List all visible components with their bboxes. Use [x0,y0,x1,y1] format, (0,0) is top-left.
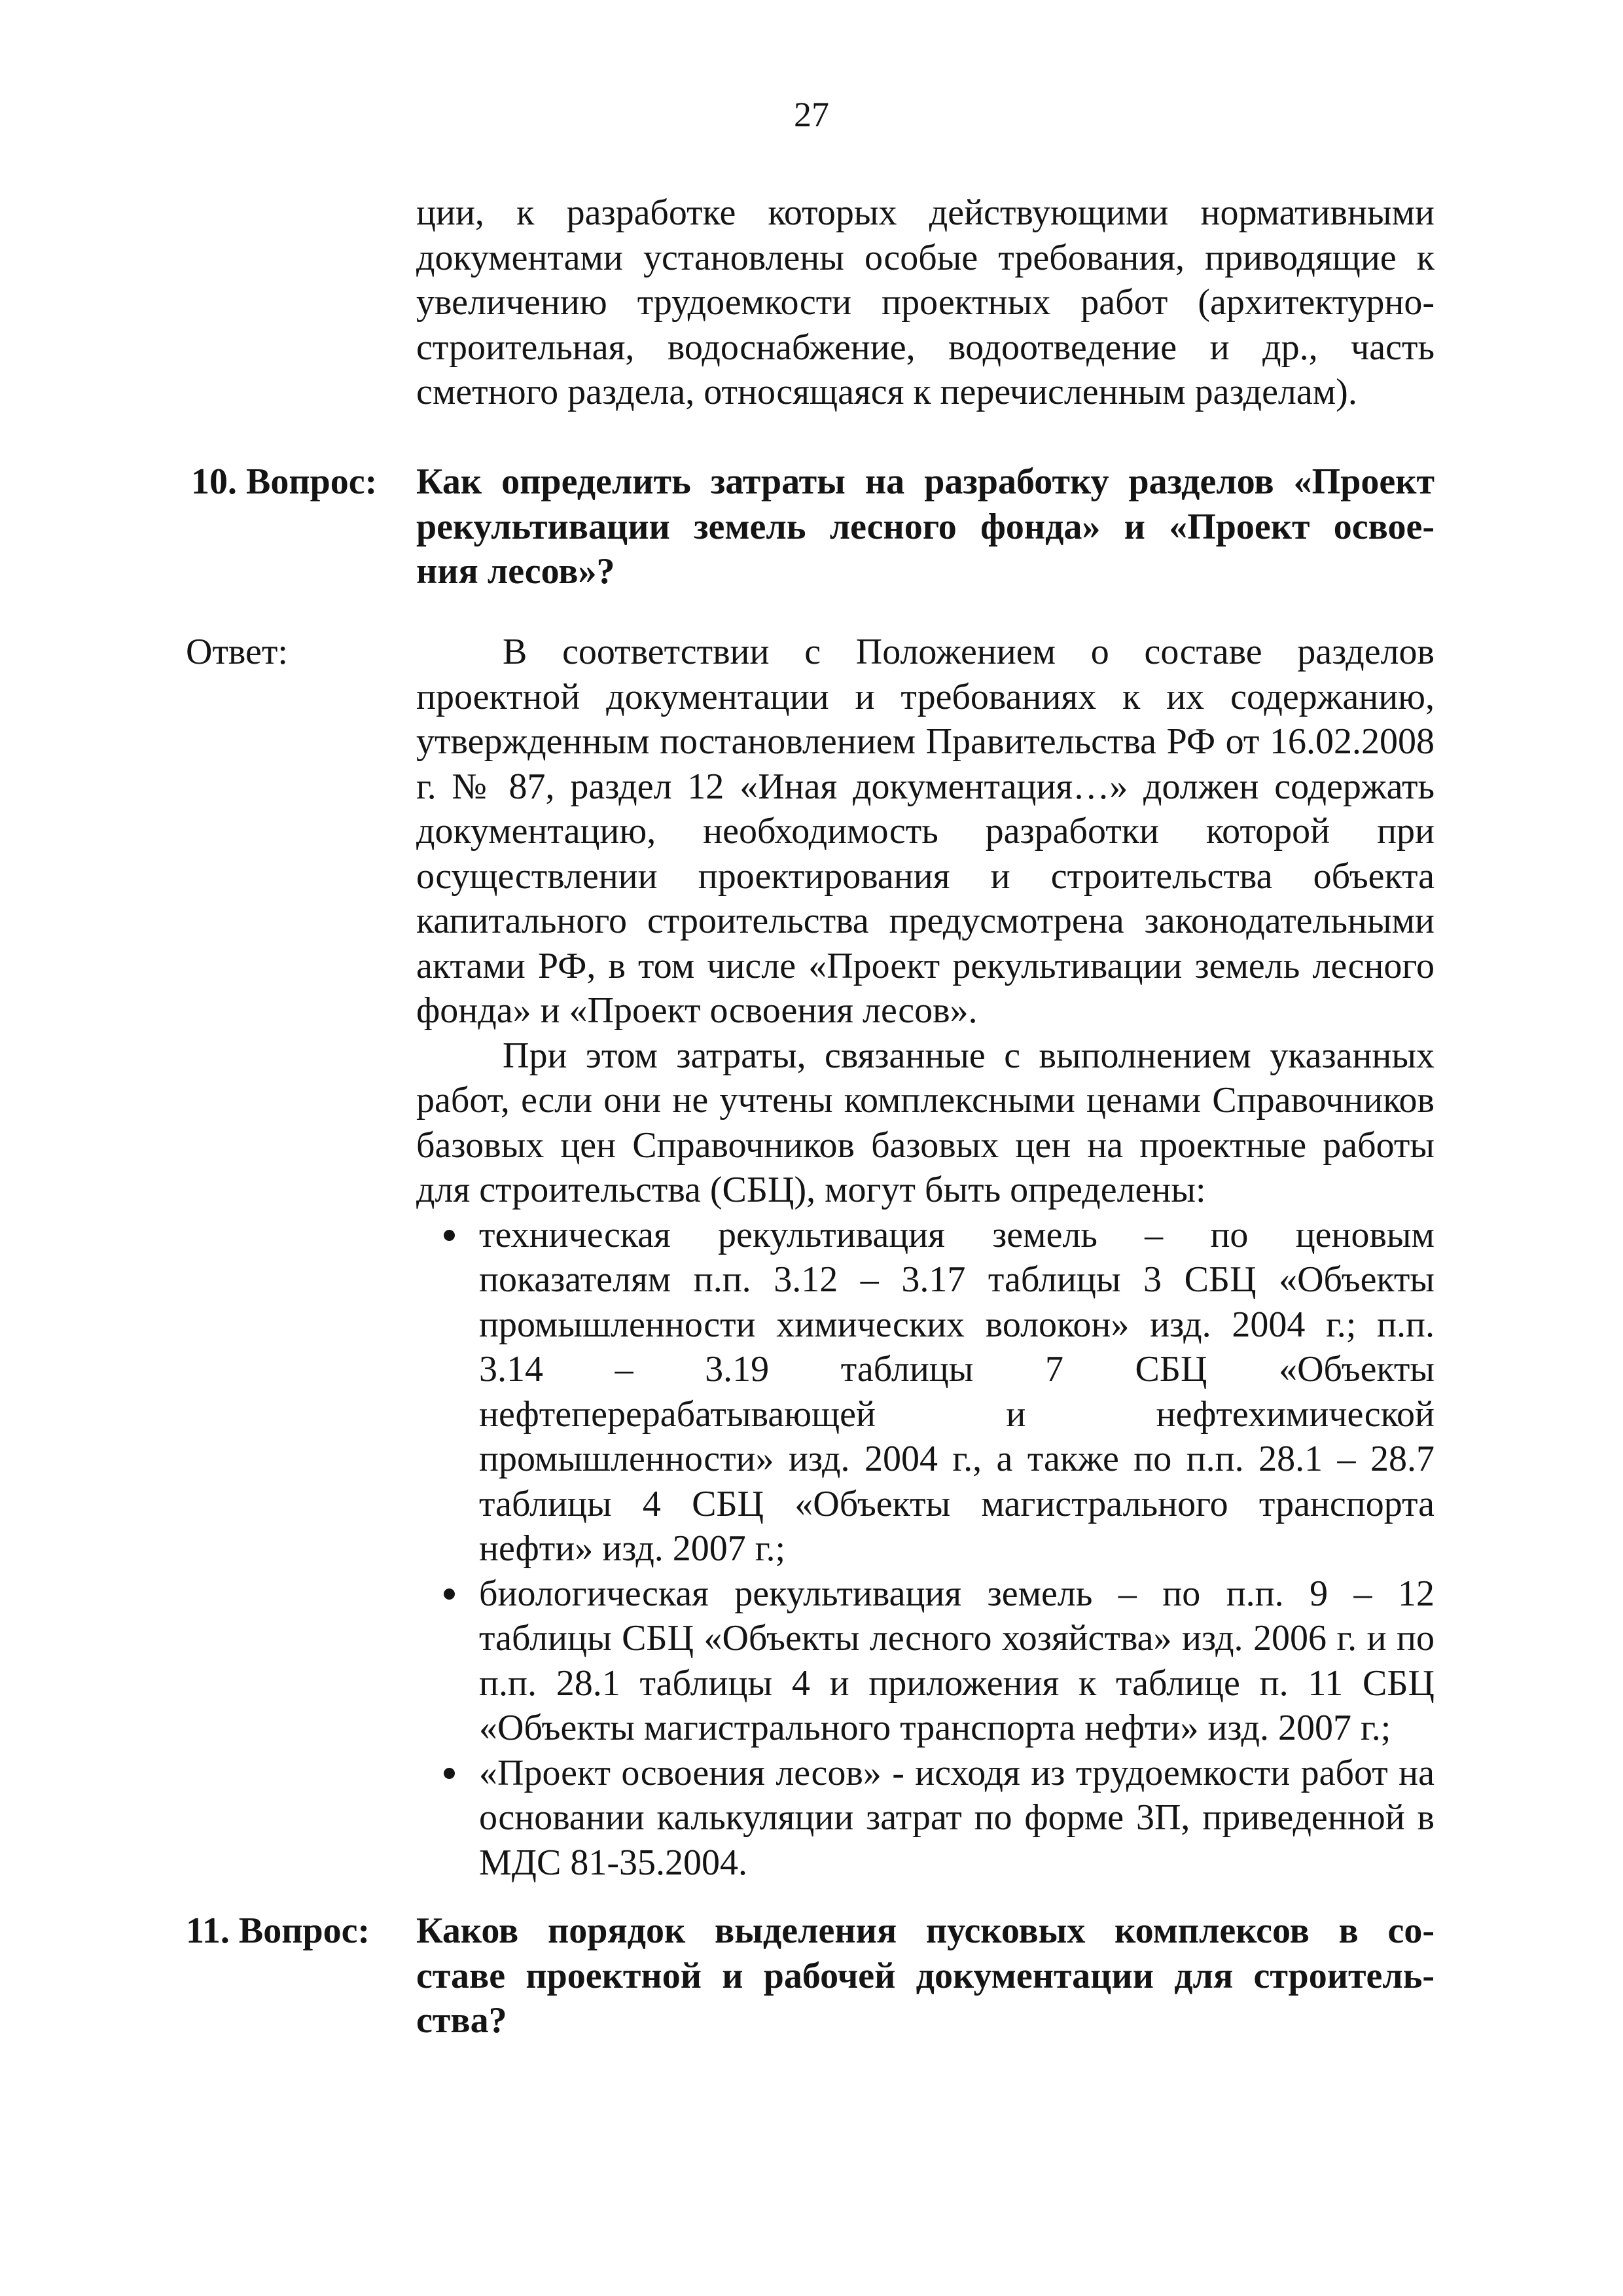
question-10-line: рекультивации земель лесного фонда» и «Проект освое- [416,506,1435,547]
question-11-line: Каков порядок выделения пусковых комплексов в со- [416,1910,1435,1951]
bullet-item [416,1213,1435,1571]
page-number: 27 [794,95,829,134]
question-11-line: ставе проектной и рабочей документации для строитель- [416,1955,1435,1996]
bullet-text: техническая рекультивация земель – по ценовым показателям п.п. 3.12 – 3.17 таблицы 3 СБЦ «Объекты промышленности химических волокон» изд. 2004 г.; п.п. 3.14 – 3.19 таблицы 7 СБЦ «Объекты нефтеперерабатывающей и нефтехимической промышленности» изд. 2004 г., а также по п.п. 28.1 – 28.7 таблицы 4 СБЦ «Объекты магистрального транспорта нефти» изд. 2007 г.; [479,1214,1435,1569]
bullet-item [416,1751,1435,1886]
answer-paragraph-1: В соответствии с Положением о составе разделов проектной документации и требованиях к их содержанию, утвержденным постановлением Правительства РФ от 16.02.2008 г. № 87, раздел 12 «Иная документация…» должен содержать документацию, необходимость разработки которой при осуществлении проектирования и строительства объекта капитального строительства предусмотрена законодательными актами РФ, в том числе «Проект рекультивации земель лесного фонда» и «Проект освоения лесов». [416,632,1435,1031]
answer-paragraph-2: При этом затраты, связанные с выполнением указанных работ, если они не учтены комплексными ценами Справочников базовых цен Справочников базовых цен на проектные работы для строительства (СБЦ), могут быть определены: [416,1035,1435,1210]
question-10-label: 10. Вопрос: [191,461,378,502]
intro-line: сметного раздела, относящаяся к перечисленным разделам). [416,372,1357,412]
answer-body [416,630,1435,1885]
bullet-dot-icon [444,1588,455,1600]
question-11-line: ства? [416,2000,507,2041]
intro-continuation-text [416,190,1435,415]
intro-line: строительная, водоснабжение, водоотведение и др., часть [416,327,1435,368]
answer-bullet-list [416,1213,1435,1886]
answer-label: Ответ: [186,632,288,672]
intro-line: увеличению трудоемкости проектных работ (архитектурно- [416,282,1435,323]
question-10-line: ния лесов»? [416,551,615,592]
bullet-item [416,1571,1435,1751]
intro-line: документами установлены особые требования, приводящие к [416,237,1435,278]
question-11-text [416,1909,1435,2043]
intro-line: ции, к разработке которых действующими нормативными [416,192,1435,233]
question-10-line: Как определить затраты на разработку разделов «Проект [416,461,1435,502]
question-10-text [416,459,1435,594]
question-11-label: 11. Вопрос: [186,1910,370,1951]
bullet-text: «Проект освоения лесов» - исходя из трудоемкости работ на основании калькуляции затрат по форме 3П, приведенной в МДС 81-35.2004. [479,1752,1435,1883]
bullet-dot-icon [444,1230,455,1241]
bullet-text: биологическая рекультивация земель – по п.п. 9 – 12 таблицы СБЦ «Объекты лесного хозяйства» изд. 2006 г. и по п.п. 28.1 таблицы 4 и приложения к таблице п. 11 СБЦ «Объекты магистрального транспорта нефти» изд. 2007 г.; [479,1573,1435,1748]
bullet-dot-icon [444,1768,455,1779]
